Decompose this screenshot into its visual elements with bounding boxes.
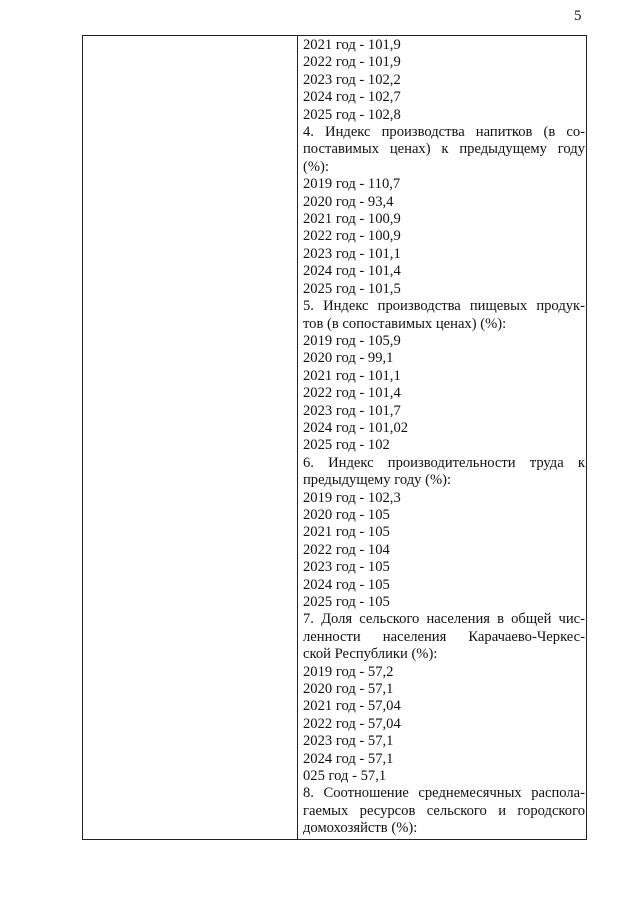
text-line: 8. Соотношение среднемесячных распола- [303, 785, 585, 802]
text-line: домохозяйств (%): [303, 820, 418, 837]
table-right-cell [303, 37, 585, 838]
document-table [82, 35, 587, 840]
text-line: 2024 год - 101,02 [303, 419, 409, 436]
column-divider [297, 36, 298, 839]
text-line: 2023 год - 102,2 [303, 71, 401, 88]
text-line: 5. Индекс производства пищевых продук- [303, 298, 585, 315]
text-line: 2020 год - 93,4 [303, 193, 394, 210]
text-line: 2022 год - 101,9 [303, 54, 401, 71]
text-line: (%): [303, 158, 329, 175]
text-line: 2024 год - 57,1 [303, 750, 394, 767]
text-line: 2023 год - 101,1 [303, 245, 401, 262]
text-line: 2020 год - 57,1 [303, 681, 394, 698]
text-line: 2022 год - 104 [303, 541, 390, 558]
text-line: 2025 год - 101,5 [303, 280, 401, 297]
text-line: 2019 год - 105,9 [303, 332, 401, 349]
text-line: тов (в сопоставимых ценах) (%): [303, 315, 507, 332]
text-line: 2019 год - 102,3 [303, 489, 401, 506]
text-line: предыдущему году (%): [303, 472, 452, 489]
text-line: 2023 год - 101,7 [303, 402, 401, 419]
text-line: 2022 год - 100,9 [303, 228, 401, 245]
text-line: 2022 год - 57,04 [303, 715, 401, 732]
text-line: 2025 год - 105 [303, 594, 390, 610]
text-line: 2020 год - 105 [303, 506, 390, 523]
text-line: 7. Доля сельского населения в общей чис- [303, 611, 585, 628]
text-line: 2021 год - 101,9 [303, 37, 401, 53]
text-line: гаемых ресурсов сельского и городского [303, 802, 585, 819]
text-line: 2025 год - 102,8 [303, 106, 401, 123]
text-line: 2021 год - 101,1 [303, 367, 401, 384]
text-line: 2020 год - 99,1 [303, 350, 394, 367]
text-line: 2023 год - 57,1 [303, 733, 394, 750]
text-line: 2024 год - 105 [303, 576, 390, 593]
text-line: поставимых ценах) к предыдущему году [303, 141, 585, 158]
text-line: 025 год - 57,1 [303, 768, 387, 785]
text-line: 6. Индекс производительности труда к [303, 454, 585, 471]
text-line: 2023 год - 105 [303, 559, 390, 576]
page-number: 5 [574, 8, 582, 24]
text-line: 2021 год - 57,04 [303, 698, 401, 715]
text-line: 2025 год - 102 [303, 437, 390, 454]
text-line: 2019 год - 110,7 [303, 176, 401, 193]
text-line: 2024 год - 101,4 [303, 263, 401, 280]
text-line: 2021 год - 105 [303, 524, 390, 541]
text-line: 2022 год - 101,4 [303, 385, 401, 402]
text-line: ленности населения Карачаево-Черкес- [303, 628, 585, 645]
text-line: 2024 год - 102,7 [303, 89, 401, 106]
text-line: ской Республики (%): [303, 646, 438, 663]
text-line: 2021 год - 100,9 [303, 211, 401, 228]
text-line: 4. Индекс производства напитков (в со- [303, 124, 585, 141]
text-line: 2019 год - 57,2 [303, 663, 394, 680]
